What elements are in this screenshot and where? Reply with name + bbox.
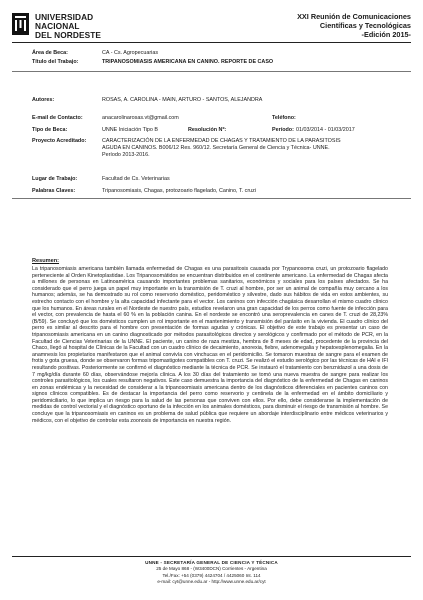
autores-value: ROSAS, A. CAROLINA - MAIN, ARTURO - SANTOS, ALEJANDRA (102, 97, 263, 103)
conference-line2: Científicas y Tecnológicas (319, 20, 411, 30)
lugar-label: Lugar de Trabajo: (32, 176, 78, 182)
proyecto-label: Proyecto Acreditado: (32, 138, 87, 144)
area-label: Área de Beca: (32, 50, 68, 56)
header-divider (12, 42, 411, 43)
university-line3: DEL NORDESTE (35, 30, 102, 41)
footer-line4: e-mail: cyt@unne.edu.ar - http://www.unne.edu.ar/cyt (157, 578, 266, 584)
university-name (35, 13, 101, 41)
area-value: CA - Cs. Agropecuarias (102, 50, 159, 56)
email-label: E-mail de Contacto: (32, 115, 83, 121)
autores-label: Autores: (32, 97, 55, 103)
footer (0, 560, 423, 585)
claves-value: Tripanosomiasis, Chagas, protozoario flagelado, Canino, T. cruzi (102, 188, 257, 194)
periodo-label: Período: (272, 127, 294, 133)
university-line1: UNIVERSIDAD (35, 12, 94, 22)
lugar-value: Facultad de Cs. Veterinarias (102, 176, 170, 182)
claves-label: Palabras Claves: (32, 188, 76, 194)
tipo-beca-label: Tipo de Beca: (32, 127, 68, 133)
tipo-beca-value: UNNE Iniciación Tipo B (102, 127, 159, 133)
conference-title (297, 13, 411, 40)
university-logo-icon (12, 13, 29, 35)
conference-line3: -Edición 2015- (361, 29, 411, 39)
university-line2: NACIONAL (35, 21, 80, 32)
resolucion-label: Resolución Nº: (188, 127, 227, 133)
titulo-value: TRIPANOSOMIASIS AMERICANA EN CANINO. REPORTE DE CASO (102, 59, 274, 65)
titulo-label: Título del Trabajo: (32, 59, 79, 65)
email-value: anacarolinarosas.vt@gmail.com (102, 115, 179, 121)
section-divider (12, 71, 411, 72)
periodo-value: 01/03/2014 - 01/03/2017 (296, 127, 355, 133)
footer-line2: 25 de Mayo 868 - (W3400DCN) Corrientes - Argentina (156, 566, 267, 572)
footer-line3: Tel./Fax: +54 (0379) 4424704 / 4425060 Int. 114 (162, 572, 261, 578)
resumen-body: La tripanosomiasis americana también llamada enfermedad de Chagas es una parasitosis causada por Trypanosoma cruzi, un protozoario flagelado perteneciente al Orden Kinetoplastidae. Los Tripanosomátidos se encuentran distribuidos en el continente americano. La enfermedad de Chagas afecta a millones de personas en Latinoamérica causando importantes problemas sanitarios, económicos y sociales para los países afectados. Se ha considerado que el perro juega un papel muy importante en la transmisión de T. cruzi al hombre, por ser un animal de compañía muy cercano a los humanos; además, se ha demostrado su rol como reservorio doméstico, peridoméstico y silvestre, dado sus hábitos de vida en estos ambientes, su estrecho contacto con el hombre y la alta capacidad infectante para el vector. Los caninos con infección chagásica desarrollan el mismo cuadro clínico que los humanos. En áreas rurales en el Nordeste de nuestro país, estudios revelaron una gran capacidad de los perros como fuente de infección para el vector, con prevalencia de hasta el 60 % en la población canina. En el nordeste se encontró una seroprevalencia en canes de T. cruzi de 28,23% (B/59). Se concluyó que los domésticos cumplen un rol importante en el mantenimiento y transmisión del parásito en la vivienda. El cuadro clínico del perro es similar al descrito para el hombre con presentación de formas agudas y crónicas. El objetivo de este trabajo es presentar un caso de tripanosomiasis americana en un canino diagnosticado por métodos parasitológicos directos y serológicos y confirmado por el método de PCR, en la Facultad de Ciencias Veterinarias de la UNNE. El paciente, un canino de raza mestiza, hembra de 8 meses de edad, procedente de la provincia del Chaco, llegó al hospital de Clínicas de la Facultad con un cuadro clínico de decaimiento, anorexia, fiebre, adenomegalia y hepatoesplenomegalia. En la anamnesis los propietarios manifestaron que el animal convivía con vinchucas en el peridomicilio. Se tomaron muestras de sangre para el examen de frotis y gota gruesa, donde se observaron formas tripomastigotes compatibles con T. cruzi. Se realizó el estudio serológico por las técnicas de HAI e IFI resultando positivas. Posteriormente se confirmó el diagnóstico mediante la técnica de PCR. Se instauró el tratamiento con benznidazol a una dosis de 7 mg/kg/día durante 60 días, observándose mejoría clínica. A los 30 días del tratamiento se tomó una nueva muestra de sangre para realizar los controles parasitológicos, los cuales resultaron negativos. Este caso demuestra la importancia del diagnóstico de la enfermedad de Chagas en caninos en zonas endémicas y la necesidad de considerar a la tripanosomiasis americana dentro de los diagnósticos diferenciales en pacientes caninos con signos clínicos compatibles. Es de destacar la importancia del perro como reservorio y centinela de la enfermedad en el ámbito domiciliario y peridomiciliario, lo que implica un riesgo para la salud de las personas que conviven con ellos. Por ello, debe considerarse la implementación de medidas de control vectorial y el diagnóstico oportuno de la infección en los animales domésticos, para disminuir el riesgo de transmisión al hombre. Se concluye que la tripanosomiasis en caninos es un problema de salud pública que requiere un abordaje interdisciplinario entre médicos veterinarios y médicos, con el objetivo de controlar esta zoonosis de importancia en nuestra región. (32, 266, 388, 424)
telefono-label: Teléfono: (272, 115, 296, 121)
proyecto-value: CARACTERIZACIÓN DE LA ENFERMEDAD DE CHAGAS Y TRATAMIENTO DE LA PARASITOSIS AGUDA EN CANINOS. B006/12 Res. 960/12. Secretaría General de Ciencia y Técnica- UNNE. Período 2013-2016. (102, 138, 341, 159)
footer-divider (12, 556, 411, 557)
conference-line1: XXI Reunión de Comunicaciones (297, 12, 411, 21)
footer-line1: UNNE - SECRETARÍA GENERAL DE CIENCIA Y TÉCNICA (145, 560, 278, 565)
resumen-heading: Resumen: (32, 258, 60, 264)
section-divider (12, 198, 411, 199)
